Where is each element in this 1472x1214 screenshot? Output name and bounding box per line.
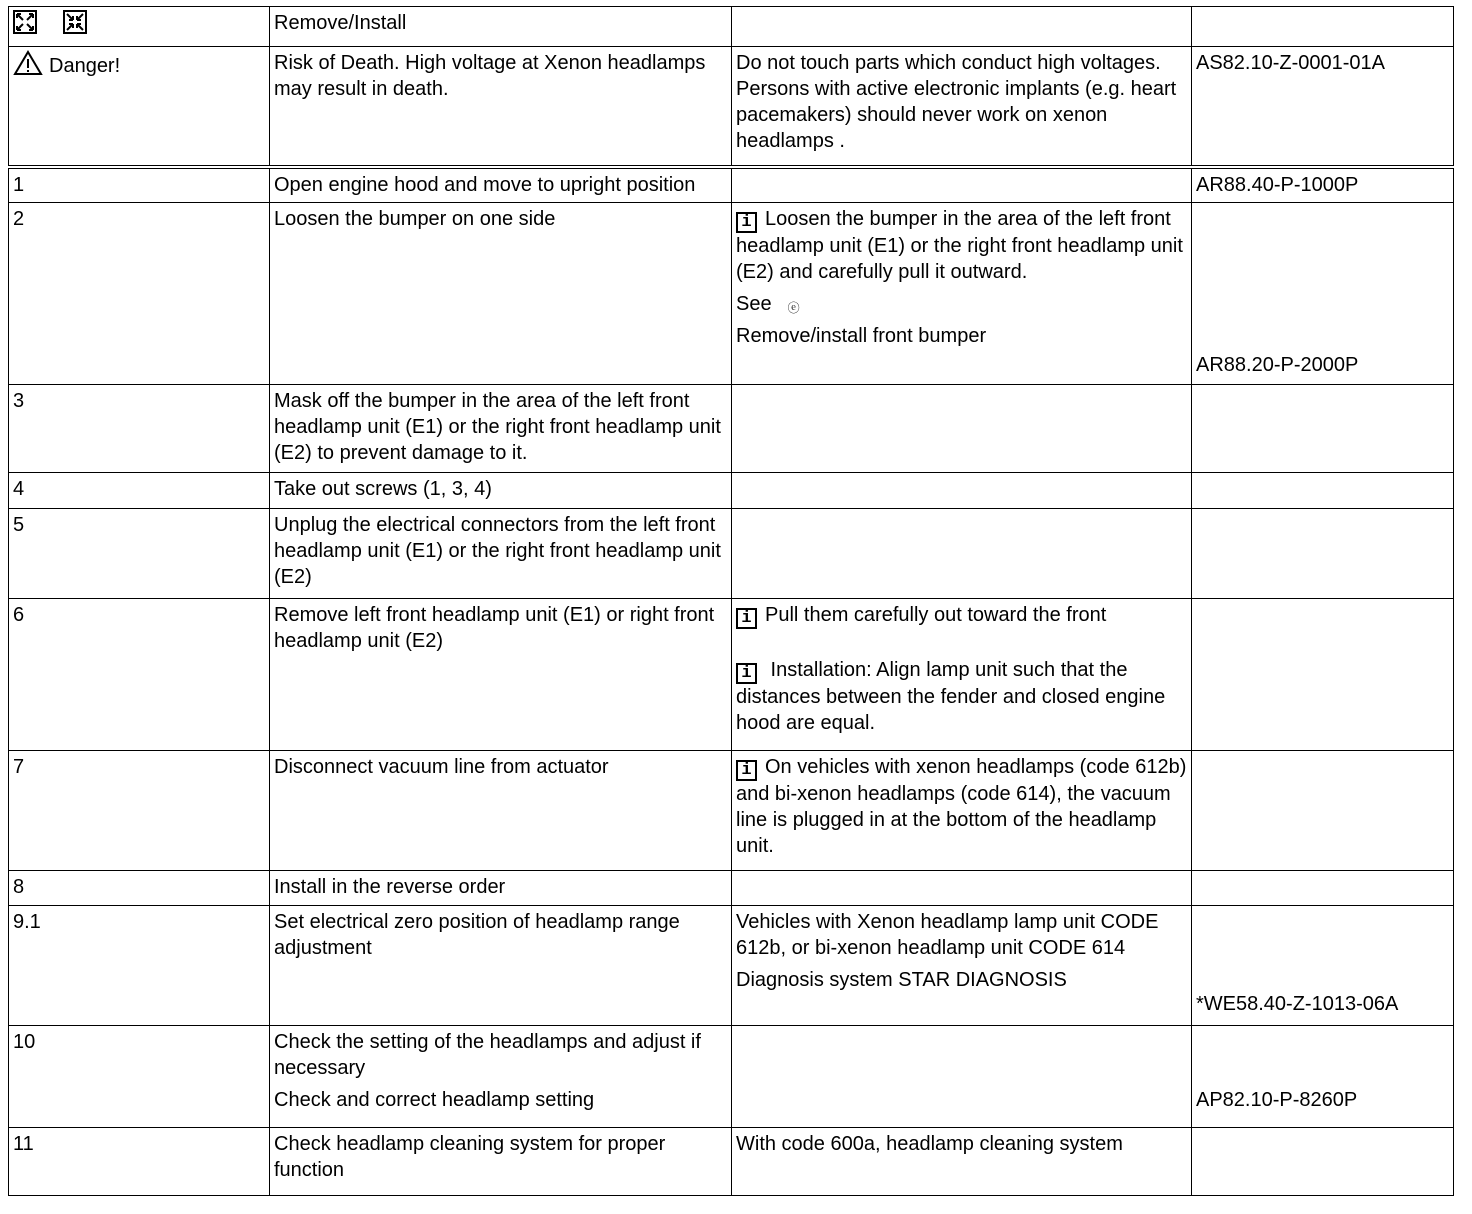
step-action: Check the setting of the headlamps and adjust if necessary [274, 1030, 701, 1079]
header-row [9, 7, 1454, 47]
step-ref-cell [1192, 1025, 1454, 1127]
step-number: 11 [9, 1127, 270, 1195]
step-action: Open engine hood and move to upright position [270, 167, 732, 203]
table-row [9, 508, 1454, 598]
header-title: Remove/Install [270, 7, 732, 47]
step-ref[interactable]: *WE58.40-Z-1013-06A [1196, 992, 1399, 1015]
table-row [9, 750, 1454, 870]
table-row [9, 1127, 1454, 1195]
step-number: 7 [9, 750, 270, 870]
reference-icon: ⓔ [787, 300, 800, 315]
step-action-cell [270, 1025, 732, 1127]
info-text: Installation: Align lamp unit such that the distances between the fender and closed engine hood are equal. [736, 658, 1166, 734]
danger-ref[interactable]: AS82.10-Z-0001-01A [1192, 47, 1454, 167]
see-label: See [736, 292, 772, 315]
step-action: Remove left front headlamp unit (E1) or right front headlamp unit (E2) [270, 598, 732, 750]
step-action-link[interactable]: Check and correct headlamp setting [274, 1088, 595, 1111]
step-note: With code 600a, headlamp cleaning system [732, 1127, 1192, 1195]
warning-icon [13, 50, 43, 76]
step-note: Diagnosis system STAR DIAGNOSIS [736, 968, 1067, 991]
info-text: On vehicles with xenon headlamps (code 612b) and bi-xenon headlamps (code 614), the vacuum line is plugged in at the bottom of the headlamp unit. [736, 755, 1187, 857]
table-row [9, 472, 1454, 508]
step-notes [732, 905, 1192, 1025]
danger-cell [9, 47, 270, 167]
info-icon: i [736, 760, 757, 781]
step-number: 2 [9, 202, 270, 384]
info-text: Loosen the bumper in the area of the left front headlamp unit (E1) or the right front headlamp unit (E2) and carefully pull it outward. [736, 207, 1183, 283]
step-notes [732, 202, 1192, 384]
info-text: Pull them carefully out toward the front [765, 603, 1107, 626]
danger-row [9, 47, 1454, 167]
step-notes [732, 750, 1192, 870]
header-icons-cell [9, 7, 270, 47]
table-row [9, 598, 1454, 750]
step-number: 4 [9, 472, 270, 508]
step-action: Check headlamp cleaning system for proper function [270, 1127, 732, 1195]
danger-note: Do not touch parts which conduct high voltages. Persons with active electronic implants (e.g. heart pacemakers) should never work on xenon headlamps . [732, 47, 1192, 167]
table-row [9, 905, 1454, 1025]
step-ref[interactable]: AR88.40-P-1000P [1192, 167, 1454, 203]
step-number: 6 [9, 598, 270, 750]
step-ref-cell [1192, 905, 1454, 1025]
step-number: 5 [9, 508, 270, 598]
step-action: Loosen the bumper on one side [270, 202, 732, 384]
step-action: Unplug the electrical connectors from the left front headlamp unit (E1) or the right front headlamp unit (E2) [270, 508, 732, 598]
table-row [9, 202, 1454, 384]
step-number: 9.1 [9, 905, 270, 1025]
step-number: 3 [9, 384, 270, 472]
step-number: 10 [9, 1025, 270, 1127]
step-number: 8 [9, 870, 270, 905]
info-icon: i [736, 608, 757, 629]
step-ref[interactable]: AP82.10-P-8260P [1196, 1088, 1358, 1111]
info-icon: i [736, 212, 757, 233]
procedure-table [8, 6, 1454, 1196]
info-icon: i [736, 663, 757, 684]
step-action: Take out screws (1, 3, 4) [270, 472, 732, 508]
danger-label: Danger! [49, 55, 121, 77]
step-note: Vehicles with Xenon headlamp lamp unit CODE 612b, or bi-xenon headlamp unit CODE 614 [736, 910, 1159, 959]
step-action: Install in the reverse order [270, 870, 732, 905]
step-notes [732, 598, 1192, 750]
table-row [9, 870, 1454, 905]
table-row [9, 167, 1454, 203]
step-number: 1 [9, 167, 270, 203]
step-action: Mask off the bumper in the area of the left front headlamp unit (E1) or the right front headlamp unit (E2) to prevent damage to it. [270, 384, 732, 472]
step-action: Disconnect vacuum line from actuator [270, 750, 732, 870]
table-row [9, 1025, 1454, 1127]
danger-risk: Risk of Death. High voltage at Xenon headlamps may result in death. [270, 47, 732, 167]
remove-icon [13, 10, 37, 34]
step-action: Set electrical zero position of headlamp range adjustment [270, 905, 732, 1025]
install-icon [63, 10, 87, 34]
table-row [9, 384, 1454, 472]
step-ref[interactable]: AR88.20-P-2000P [1196, 353, 1359, 376]
step-ref-cell [1192, 202, 1454, 384]
see-link[interactable]: Remove/install front bumper [736, 324, 987, 347]
